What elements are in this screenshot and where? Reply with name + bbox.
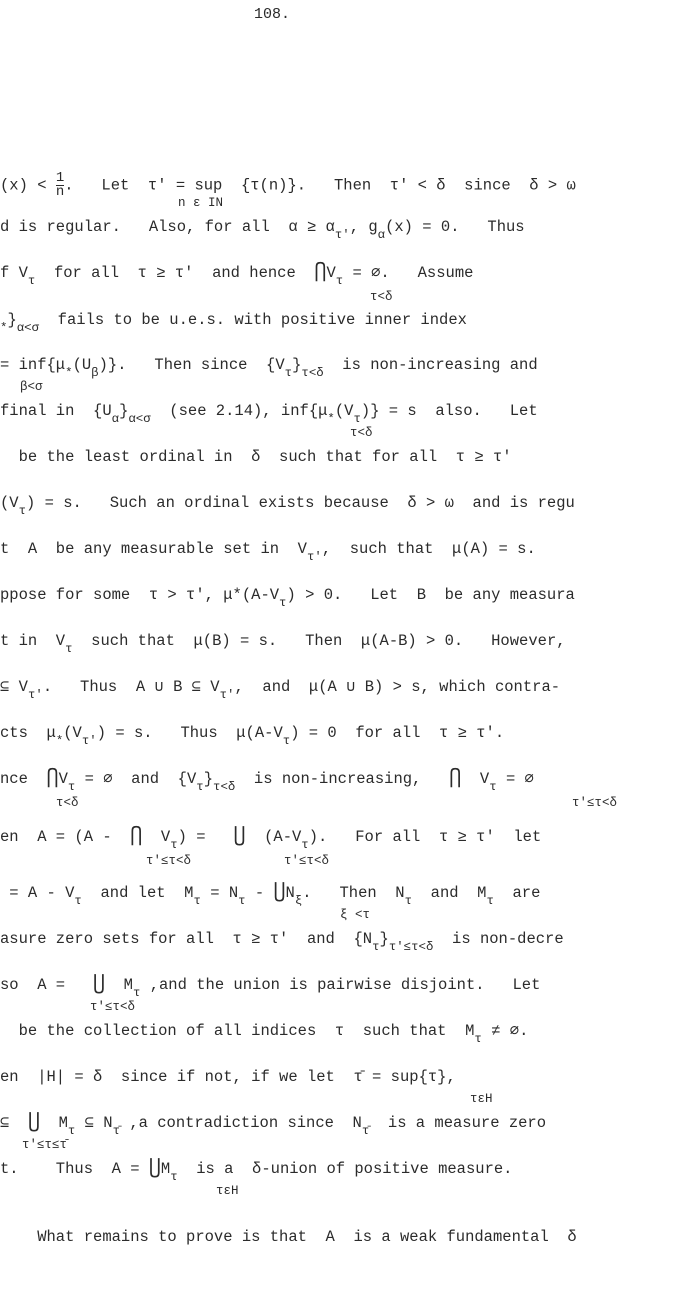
- text-line: cts $\mu_*(V_{\tau'}) = s$. Thus $\mu(A-V_\tau) = 0$ for all τ ≥ τ'.: [0, 724, 505, 748]
- text-line: en A = (A - ⋂ $V_\tau$) = ⋃ $(A-V_\tau)$. For all τ ≥ τ' let: [0, 825, 542, 852]
- text-line: nce $⋂V_\tau$ = ∅ and $\{V_\tau\}_{\tau<\delta}$ is non-increasing, ⋂ $V_\tau$ = ∅: [0, 767, 534, 794]
- text-line: What remains to prove is that A is a weak fundamental δ: [0, 1228, 577, 1246]
- text-line: (x) < $\frac{1}{n}$ . Let τ' = sup {τ(n)}. Then τ' < δ since δ > ω: [0, 170, 576, 200]
- text-line: ⊆ $V_{\tau'}$. Thus A ∪ B ⊆ $V_{\tau'}$, and μ(A ∪ B) > s, which contra-: [0, 678, 561, 702]
- page-number: 108.: [254, 6, 291, 23]
- text-line: ppose for some τ > τ', $\mu*(A-V_\tau) > 0$. Let B be any measura: [0, 586, 575, 610]
- scanned-page: 108. (x) < $\frac{1}{n}$ . Let τ' = sup {τ(n)}. Then τ' < δ since δ > ω n ε IN d is regular. Also, for all $\alpha \ge \alpha_{\tau'}$, $g_\alpha(x) = 0$. Thus f $V_\tau$ for all τ ≥ τ' and hence $⋂V_\tau$ = ∅. Assume τ<δ $_*\}_{\alpha<\sigma}$ fails to be u.e.s. with positive inner index = $inf\{\mu_*(U_\beta)\}$. Then since $\{V_\tau\}_{\tau<\delta}$ is non-increasing and β<σ final in $\{U_\alpha\}_{\alpha<\sigma}$ (see 2.14), $inf\{\mu_*(V_\tau)\} = s$ also. Let τ<δ be the least ordinal in δ such that for all τ ≥ τ' $(V_\tau) = s$. Such an ordinal exists because δ > ω and is regu t A be any measurable set in $V_{\tau'}$, such that μ(A) = s. ppose for some τ > τ', $\mu*(A-V_\tau) > 0$. Let B be any measura t in $V_\tau$ such that μ(B) = s. Then μ(A-B) > 0. However, ⊆ $V_{\tau'}$. Thus A ∪ B ⊆ $V_{\tau'}$, and μ(A ∪ B) > s, which contra- cts $\mu_*(V_{\tau'}) = s$. Thus $\mu(A-V_\tau) = 0$ for all τ ≥ τ'. nce $⋂V_\tau$ = ∅ and $\{V_\tau\}_{\tau<\delta}$ is non-increasing, ⋂ $V_\tau$ = ∅ τ<δ τ'≤τ<δ en A = (A - ⋂ $V_\tau$) = ⋃ $(A-V_\tau)$. For all τ ≥ τ' let τ'≤τ<δ τ'≤τ<δ = A - $V_\tau$ and let $M_\tau = N_\tau$ - $⋃N_\xi$. Then $N_\tau$ and $M_\tau$ are ξ <τ asure zero sets for all τ ≥ τ' and $\{N_\tau\}_{\tau'\le\tau<\delta}$ is non-decre so A = ⋃ $M_\tau$ ,and the union is pairwise disjoint. Let τ'≤τ<δ be the collection of all indices τ such that $M_\tau$ ≠ ∅. en |H| = δ since if not, if we let τ̄ = sup{τ}, τεH ⊆ ⋃ $M_\tau$ ⊆ $N_{\taū}$ ,a contradiction since $N_{\taū}$ is a measure zero τ'≤τ≤τ̄ t. Thus $A = ⋃M_\tau$ is a δ-union of positive measure. τεH What remains to prove is that A is a weak fundamental δ: [0, 6, 618, 1246]
- text-line: $(V_\tau) = s$. Such an ordinal exists because δ > ω and is regu: [0, 494, 575, 518]
- text-line: en |H| = δ since if not, if we let τ̄ = sup{τ},: [0, 1068, 456, 1086]
- text-line: f $V_\tau$ for all τ ≥ τ' and hence $⋂V_\tau$ = ∅. Assume: [0, 261, 474, 288]
- text-line: asure zero sets for all τ ≥ τ' and $\{N_\tau\}_{\tau'\le\tau<\delta}$ is non-decre: [0, 930, 564, 954]
- text-line: so A = ⋃ $M_\tau$ ,and the union is pairwise disjoint. Let: [0, 973, 541, 1000]
- text-line: be the least ordinal in δ such that for all τ ≥ τ': [0, 448, 512, 466]
- text-line: ⊆ ⋃ $M_\tau$ ⊆ $N_{\taū}$ ,a contradiction since $N_{\taū}$ is a measure zero: [0, 1111, 547, 1138]
- text-line: be the collection of all indices τ such that $M_\tau$ ≠ ∅.: [0, 1022, 529, 1046]
- text-line: d is regular. Also, for all $\alpha \ge \alpha_{\tau'}$, $g_\alpha(x) = 0$. Thus: [0, 218, 525, 242]
- text-line: final in $\{U_\alpha\}_{\alpha<\sigma}$ (see 2.14), $inf\{\mu_*(V_\tau)\} = s$ also. Let: [0, 402, 538, 426]
- text-line: $_*\}_{\alpha<\sigma}$ fails to be u.e.s. with positive inner index: [0, 311, 467, 335]
- text-line: t in $V_\tau$ such that μ(B) = s. Then μ(A-B) > 0. However,: [0, 632, 566, 656]
- text-line: = A - $V_\tau$ and let $M_\tau = N_\tau$ - $⋃N_\xi$. Then $N_\tau$ and $M_\tau$ are: [0, 881, 541, 908]
- text-line: t A be any measurable set in $V_{\tau'}$, such that μ(A) = s.: [0, 540, 536, 564]
- text-line: = $inf\{\mu_*(U_\beta)\}$. Then since $\{V_\tau\}_{\tau<\delta}$ is non-increasing and: [0, 356, 538, 380]
- text-line: t. Thus $A = ⋃M_\tau$ is a δ-union of positive measure.: [0, 1157, 513, 1184]
